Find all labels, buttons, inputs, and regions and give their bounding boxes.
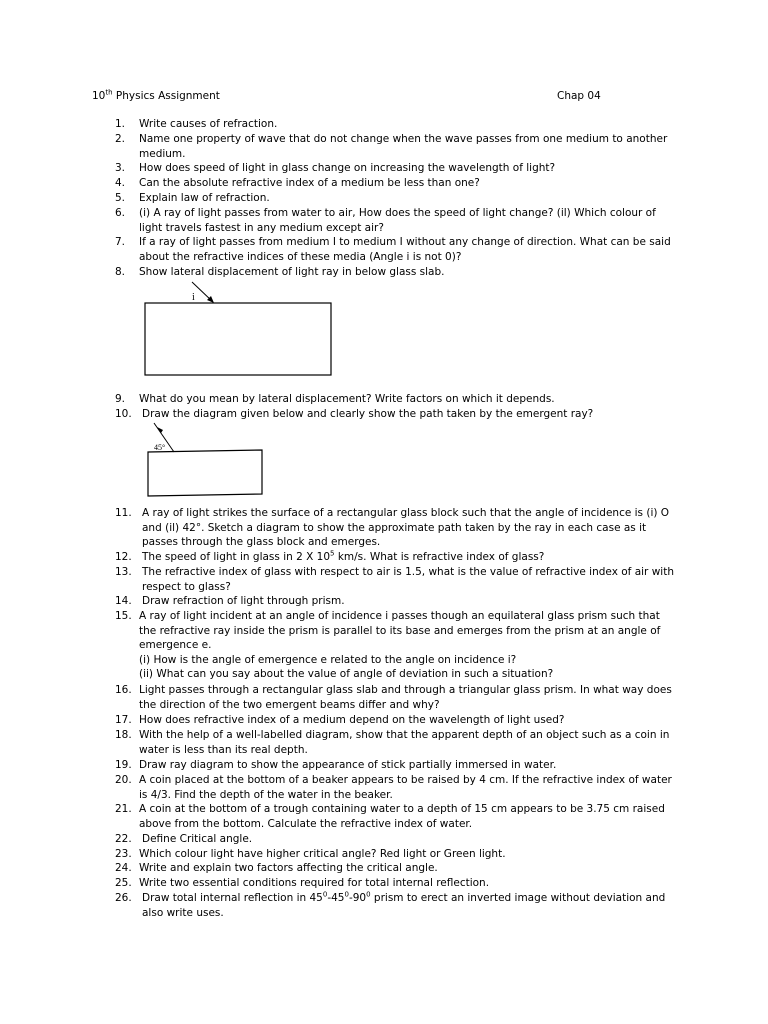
question-text: Write causes of refraction.: [139, 118, 278, 130]
degree-mark: 0: [344, 890, 349, 899]
question-number: 9.: [115, 393, 126, 405]
text-part: prism to erect an inverted image without deviation and also write uses.: [142, 892, 666, 919]
question-number: 18.: [115, 729, 132, 741]
question-number: 17.: [115, 714, 132, 726]
question-number: 12.: [115, 551, 132, 563]
question-text: The refractive index of glass with respect to air is 1.5, what is the value of refractive index of air with respect to glass?: [142, 566, 674, 593]
angle-label-45: 45°: [154, 443, 166, 452]
question-number: 10.: [115, 408, 132, 420]
question-text: [142, 891, 679, 920]
question-number: 16.: [115, 684, 132, 696]
question-text: Draw the diagram given below and clearly show the path taken by the emergent ray?: [142, 408, 594, 420]
text-part: -45: [327, 892, 345, 904]
grade-number: 10: [92, 90, 106, 102]
question-text: Show lateral displacement of light ray in below glass slab.: [139, 266, 445, 278]
question-number: 25.: [115, 877, 132, 889]
question-number: 8.: [115, 266, 126, 278]
question-number: 15.: [115, 610, 132, 622]
glass-slab: [145, 303, 331, 375]
question-text: Draw ray diagram to show the appearance of stick partially immersed in water.: [139, 759, 557, 771]
question-text: What do you mean by lateral displacement? Write factors on which it depends.: [139, 393, 555, 405]
question-text: With the help of a well-labelled diagram, show that the apparent depth of an object such as a coin in water is less than its real depth.: [139, 729, 670, 756]
text-part: The speed of light in glass in 2 X 10: [142, 551, 331, 563]
question-number: 4.: [115, 177, 126, 189]
question-number: 19.: [115, 759, 132, 771]
page-header: [92, 89, 612, 105]
question-text: [139, 609, 679, 682]
grade-suffix: th: [105, 88, 113, 97]
question-text: A ray of light strikes the surface of a rectangular glass block such that the angle of incidence is (i) O and (il) 42°. Sketch a diagram to show the approximate path taken by the ray in each case as it passes through the glass block and emerges.: [142, 507, 670, 549]
question-text: Which colour light have higher critical angle? Red light or Green light.: [139, 848, 506, 860]
question-number: 5.: [115, 192, 126, 204]
assignment-title: [92, 89, 220, 104]
question-text: A coin placed at the bottom of a beaker appears to be raised by 4 cm. If the refractive index of water is 4/3. Find the depth of the water in the beaker.: [139, 774, 672, 801]
question-text: How does refractive index of a medium depend on the wavelength of light used?: [139, 714, 565, 726]
question-number: 13.: [115, 566, 132, 578]
sub-question-i: (i) How is the angle of emergence e related to the angle on incidence i?: [139, 653, 517, 666]
question-text: Write two essential conditions required for total internal reflection.: [139, 877, 490, 889]
question-number: 20.: [115, 774, 132, 786]
sub-question-ii: (ii) What can you say about the value of angle of deviation in such a situation?: [139, 668, 554, 681]
question-number: 2.: [115, 133, 126, 145]
question-main-text: A ray of light incident at an angle of incidence i passes though an equilateral glass prism such that the refractive ray inside the prism is parallel to its base and emerges from the prism at an angle of emergence e.: [139, 610, 661, 652]
text-part: -90: [348, 892, 367, 904]
question-number: 6.: [115, 207, 126, 219]
question-text: If a ray of light passes from medium I to medium I without any change of direction. What can be said about the refractive indices of these media (Angle i is not 0)?: [139, 236, 671, 263]
question-text: (i) A ray of light passes from water to air, How does the speed of light change? (il) Which colour of light travels fastest in any medium except air?: [139, 207, 656, 234]
question-number: 26.: [115, 892, 132, 904]
question-text: Explain law of refraction.: [139, 192, 270, 204]
question-text: Draw refraction of light through prism.: [142, 595, 345, 607]
glass-block-figure: [140, 420, 270, 500]
question-text: Write and explain two factors affecting the critical angle.: [139, 862, 438, 874]
degree-mark: 0: [366, 890, 371, 899]
question-text: Name one property of wave that do not change when the wave passes from one medium to another medium.: [139, 133, 668, 160]
question-text: Can the absolute refractive index of a medium be less than one?: [139, 177, 480, 189]
question-number: 1.: [115, 118, 126, 130]
question-text: Light passes through a rectangular glass slab and through a triangular glass prism. In what way does the direction of the two emergent beams differ and why?: [139, 684, 672, 711]
question-number: 11.: [115, 507, 132, 519]
question-text: [142, 550, 679, 565]
question-number: 23.: [115, 848, 132, 860]
chapter-label: Chap 04: [557, 90, 601, 102]
angle-label-i: i: [192, 292, 195, 303]
title-text: Physics Assignment: [115, 90, 220, 102]
question-text: A coin at the bottom of a trough containing water to a depth of 15 cm appears to be 3.75 cm raised above from the bottom. Calculate the refractive index of water.: [139, 803, 665, 830]
question-number: 7.: [115, 236, 126, 248]
glass-block: [148, 450, 262, 496]
exponent: 5: [330, 549, 335, 558]
glass-slab-figure: [140, 280, 340, 380]
degree-mark: 0: [322, 890, 328, 899]
question-number: 3.: [115, 162, 126, 174]
question-number: 14.: [115, 595, 132, 607]
text-part: km/s. What is refractive index of glass?: [334, 551, 545, 563]
question-number: 22.: [115, 833, 132, 845]
question-text: How does speed of light in glass change on increasing the wavelength of light?: [139, 162, 556, 174]
question-number: 24.: [115, 862, 132, 874]
text-part: Draw total internal reflection in 45: [142, 892, 323, 904]
question-text: Define Critical angle.: [142, 833, 253, 845]
question-number: 21.: [115, 803, 132, 815]
